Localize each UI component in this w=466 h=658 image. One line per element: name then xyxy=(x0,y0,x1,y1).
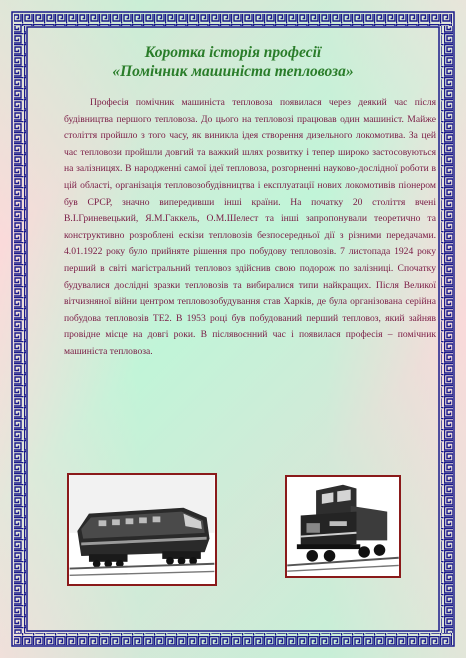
body-paragraph: Професія помічник машиніста тепловоза появилася через деякий час після будівництва першого тепловоза. До цього на тепловозі працював один машиніст. Майже століття пройшло з того часу, як виникла ідея створення дизельного локомотива. За цей час тепловози пройшли довгий та важкий шлях розвитку і тепер широко застосовуються на залізницях. В народженні самої ідеї тепловоза, розгорненні науково-дослідної роботи в цій області, організація тепловозобудівництва і експлуатації нових локомотивів піонером був СРСР, значно випередивши інші країни. На початку 20 століття вчені В.І.Гриневецький, Я.М.Гаккель, О.М.Шелест та інші запропонували теоретично та конструктивно розроблені ескізи тепловозів безпосередньої дії з різними передачами. 4.01.1922 року було прийняте рішення про побудову тепловозів. 7 листопада 1924 року перший в світі магістральний тепловоз здійснив свою подорож по залізниці. Спочатку будувалися дослідні зразки тепловозів та вибиралися типи найкращих. Після Великої вітчизняної війни центром тепловозобудування став Харків, де була організована серійна побудова тепловозів ТЕ2. В 1953 році був побудований перший тепловоз, який зайняв провідне місце на довгі роки. В післявоєнний час і появилася професія – помічник машиніста тепловоза. xyxy=(64,97,436,357)
title-line-1: Коротка історія професії xyxy=(144,44,322,61)
document-title xyxy=(40,43,426,81)
title-line-2: «Помічник машиніста тепловоза» xyxy=(112,63,354,80)
diesel-locomotive-photo xyxy=(67,473,217,586)
shunting-locomotive-photo xyxy=(285,475,401,578)
